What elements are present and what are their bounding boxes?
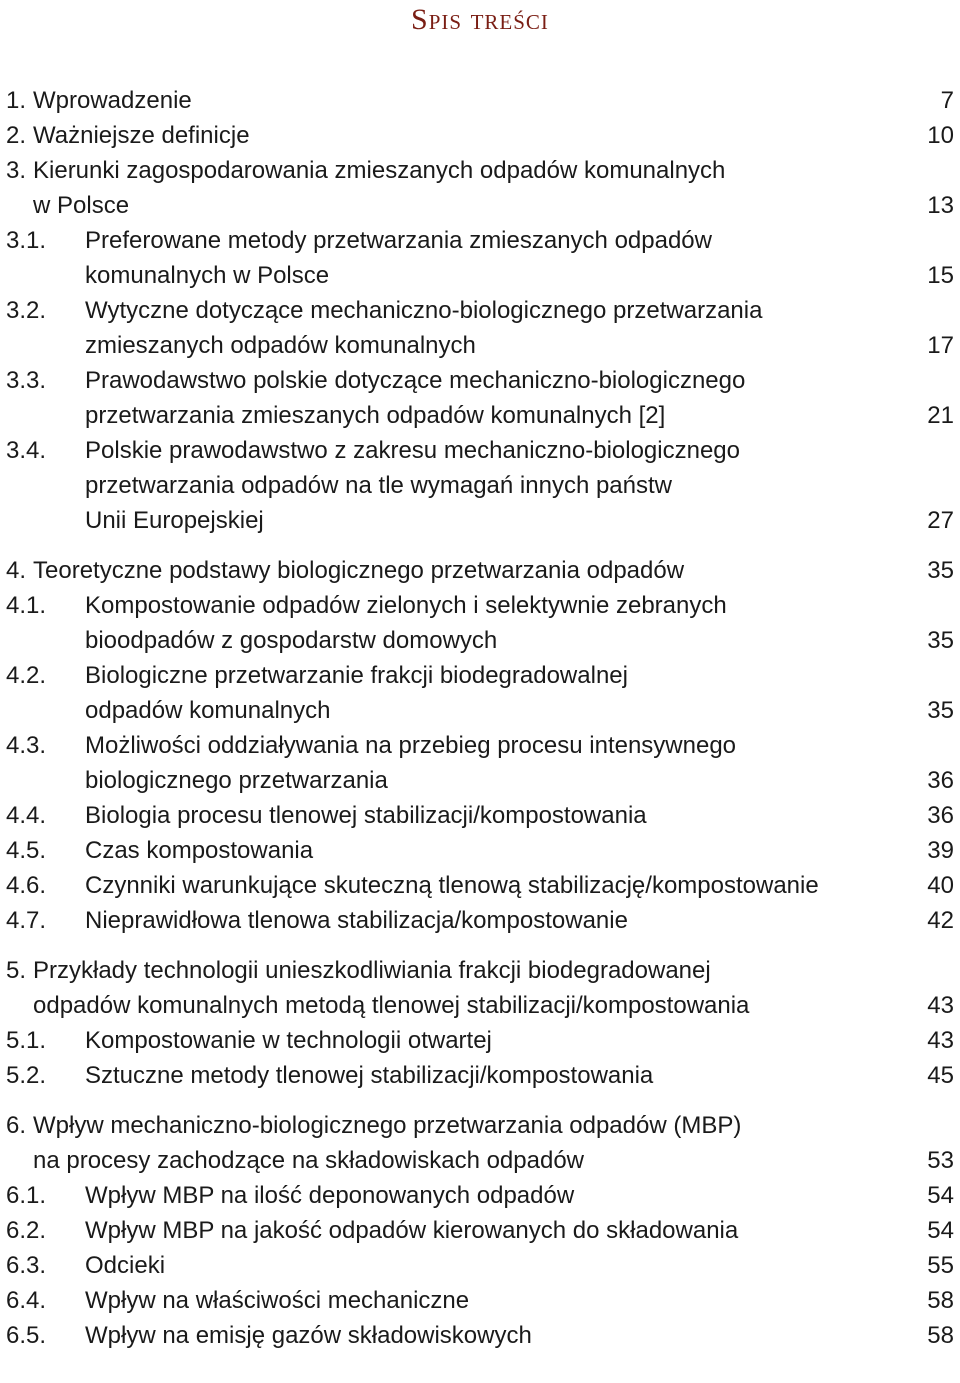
toc-entry-page-number: 7 xyxy=(940,87,954,114)
toc-entry-title-line: na procesy zachodzące na składowiskach odpadów xyxy=(33,1147,585,1174)
toc-entry-title-line: Wpływ MBP na jakość odpadów kierowanych do składowania xyxy=(85,1217,739,1244)
toc-entry-number: 2. xyxy=(6,122,27,149)
toc-entry-title xyxy=(85,1178,960,1213)
toc-entry-title-line: Wprowadzenie xyxy=(33,87,192,114)
toc-entry-title xyxy=(85,1213,960,1248)
toc-entry-page-number: 27 xyxy=(927,507,954,534)
toc-entry-title xyxy=(33,553,933,588)
toc-entry-title-line: odpadów komunalnych metodą tlenowej stabilizacji/kompostowania xyxy=(33,992,750,1019)
toc-entry xyxy=(0,553,960,588)
toc-entry-title xyxy=(85,798,960,833)
toc-entry xyxy=(0,1283,960,1318)
toc-entry xyxy=(0,798,960,833)
toc-entry-number: 4.5. xyxy=(6,837,47,864)
toc-entry-page-number: 42 xyxy=(927,907,954,934)
toc-entry-title-line: Wytyczne dotyczące mechaniczno-biologicznego przetwarzania xyxy=(85,297,763,324)
toc-entry-number: 6.2. xyxy=(6,1217,47,1244)
toc-entry xyxy=(0,118,960,153)
toc-entry-number: 3.2. xyxy=(6,297,47,324)
toc-entry xyxy=(0,1108,960,1178)
toc-entry-page-number: 21 xyxy=(927,402,954,429)
toc-entry-title xyxy=(85,833,960,868)
toc-entry-title xyxy=(85,1248,960,1283)
toc-entry-number: 1. xyxy=(6,87,27,114)
toc-entry-title-line: Nieprawidłowa tlenowa stabilizacja/kompostowanie xyxy=(85,907,628,934)
toc-entry xyxy=(0,223,960,293)
toc-entry xyxy=(0,363,960,433)
toc-entry-title xyxy=(85,1318,960,1353)
toc-entry-title xyxy=(33,1108,933,1178)
toc-entry-title-line: Przykłady technologii unieszkodliwiania frakcji biodegradowanej xyxy=(33,957,711,984)
toc-entry-title-line: Preferowane metody przetwarzania zmieszanych odpadów xyxy=(85,227,712,254)
toc-entry-title-line: Biologiczne przetwarzanie frakcji biodegradowalnej xyxy=(85,662,628,689)
toc-entry-title-line: Wpływ na emisję gazów składowiskowych xyxy=(85,1322,532,1349)
toc-entry-title-line: Ważniejsze definicje xyxy=(33,122,250,149)
toc-entry-title-line: przetwarzania zmieszanych odpadów komunalnych [2] xyxy=(85,402,666,429)
toc-entry xyxy=(0,293,960,363)
toc-entry-page-number: 53 xyxy=(927,1147,954,1174)
toc-entry-title-line: komunalnych w Polsce xyxy=(85,262,330,289)
toc-entry-number: 3. xyxy=(6,157,27,184)
toc-entry xyxy=(0,1248,960,1283)
toc-entry-page-number: 36 xyxy=(927,767,954,794)
toc-entry-number: 6. xyxy=(6,1112,27,1139)
toc-entry-title-line: Prawodawstwo polskie dotyczące mechaniczno-biologicznego xyxy=(85,367,746,394)
toc-entry-title xyxy=(85,223,960,293)
toc-entry-title xyxy=(85,1283,960,1318)
page-title: Spis treści xyxy=(411,3,549,36)
toc-entry-number: 3.1. xyxy=(6,227,47,254)
toc-entry-page-number: 35 xyxy=(927,627,954,654)
toc-entry-page-number: 43 xyxy=(927,1027,954,1054)
toc-entry-title xyxy=(33,953,933,1023)
toc-entry xyxy=(0,953,960,1023)
toc-entry-title-line: biologicznego przetwarzania xyxy=(85,767,388,794)
toc-entry-number: 4.7. xyxy=(6,907,47,934)
toc-entry xyxy=(0,433,960,538)
toc-entry-number: 4.4. xyxy=(6,802,47,829)
toc-entry xyxy=(0,903,960,938)
toc-entry-title-line: Kierunki zagospodarowania zmieszanych odpadów komunalnych xyxy=(33,157,726,184)
toc-entry-title-line: odpadów komunalnych xyxy=(85,697,331,724)
toc-entry xyxy=(0,588,960,658)
toc-entry-title xyxy=(85,903,960,938)
toc-entry-title-line: Wpływ MBP na ilość deponowanych odpadów xyxy=(85,1182,575,1209)
toc-entry-number: 4.2. xyxy=(6,662,47,689)
toc-entry xyxy=(0,728,960,798)
toc-entry-page-number: 36 xyxy=(927,802,954,829)
toc-entry-title xyxy=(85,1023,960,1058)
toc-entry-title-line: Biologia procesu tlenowej stabilizacji/kompostowania xyxy=(85,802,647,829)
toc-entry-page-number: 35 xyxy=(927,697,954,724)
toc-entry-number: 3.4. xyxy=(6,437,47,464)
toc-entry-number: 6.5. xyxy=(6,1322,47,1349)
toc-entry-number: 5. xyxy=(6,957,27,984)
toc-entry-title-line: Odcieki xyxy=(85,1252,166,1279)
toc-entry xyxy=(0,1178,960,1213)
toc-entry-number: 6.4. xyxy=(6,1287,47,1314)
toc-entry-title xyxy=(85,588,960,658)
toc-entry-page-number: 58 xyxy=(927,1287,954,1314)
toc-entry-title-line: Czas kompostowania xyxy=(85,837,314,864)
toc-entry-title-line: Czynniki warunkujące skuteczną tlenową stabilizację/kompostowanie xyxy=(85,872,819,899)
toc-entry xyxy=(0,83,960,118)
toc-entry-page-number: 45 xyxy=(927,1062,954,1089)
toc-entry-title-line: w Polsce xyxy=(33,192,130,219)
toc-entry-page-number: 10 xyxy=(927,122,954,149)
toc-entry xyxy=(0,153,960,223)
toc-entry-number: 4.1. xyxy=(6,592,47,619)
toc-entry-number: 4.3. xyxy=(6,732,47,759)
toc-entry xyxy=(0,833,960,868)
toc-entry-number: 4. xyxy=(6,557,27,584)
toc-entry-page-number: 39 xyxy=(927,837,954,864)
toc-entry-title xyxy=(85,293,960,363)
toc-entry-title-line: Sztuczne metody tlenowej stabilizacji/kompostowania xyxy=(85,1062,654,1089)
toc-entry-title xyxy=(33,118,933,153)
toc-entry-title xyxy=(33,83,933,118)
toc-entry xyxy=(0,1023,960,1058)
toc-entry-title-line: Wpływ mechaniczno-biologicznego przetwarzania odpadów (MBP) xyxy=(33,1112,742,1139)
toc-entry xyxy=(0,1318,960,1353)
toc-entry-number: 3.3. xyxy=(6,367,47,394)
toc-entry-title-line: Kompostowanie w technologii otwartej xyxy=(85,1027,492,1054)
toc-entry-title xyxy=(85,1058,960,1093)
toc-entry-number: 5.1. xyxy=(6,1027,47,1054)
toc-entry-page-number: 54 xyxy=(927,1182,954,1209)
toc-entry-title-line: bioodpadów z gospodarstw domowych xyxy=(85,627,498,654)
toc-entry-title xyxy=(85,363,960,433)
toc-entry-page-number: 35 xyxy=(927,557,954,584)
toc-entry-page-number: 43 xyxy=(927,992,954,1019)
toc-entry-title xyxy=(85,658,960,728)
toc-entry xyxy=(0,1058,960,1093)
toc-entry-number: 6.1. xyxy=(6,1182,47,1209)
toc-entry-page-number: 13 xyxy=(927,192,954,219)
toc-entry-title-line: Możliwości oddziaływania na przebieg procesu intensywnego xyxy=(85,732,737,759)
toc-entry-page-number: 55 xyxy=(927,1252,954,1279)
toc-entry-page-number: 17 xyxy=(927,332,954,359)
toc-entry xyxy=(0,658,960,728)
toc-entry-title-line: Polskie prawodawstwo z zakresu mechaniczno-biologicznego xyxy=(85,437,740,464)
toc-entry-title-line: Wpływ na właściwości mechaniczne xyxy=(85,1287,470,1314)
toc-entry-title-line: zmieszanych odpadów komunalnych xyxy=(85,332,476,359)
toc-entry-title xyxy=(85,728,960,798)
toc-entry-number: 4.6. xyxy=(6,872,47,899)
toc-entry-page-number: 54 xyxy=(927,1217,954,1244)
toc-entry xyxy=(0,1213,960,1248)
toc-entry-number: 6.3. xyxy=(6,1252,47,1279)
toc-entry-title xyxy=(33,153,933,223)
toc-entry-title xyxy=(85,433,960,538)
toc-entry xyxy=(0,868,960,903)
table-of-contents xyxy=(0,83,960,1353)
toc-entry-title xyxy=(85,868,960,903)
toc-entry-title-line: Kompostowanie odpadów zielonych i selektywnie zebranych xyxy=(85,592,727,619)
toc-entry-title-line: przetwarzania odpadów na tle wymagań innych państw xyxy=(85,472,673,499)
toc-entry-title-line: Unii Europejskiej xyxy=(85,507,264,534)
toc-entry-page-number: 58 xyxy=(927,1322,954,1349)
toc-entry-number: 5.2. xyxy=(6,1062,47,1089)
toc-entry-title-line: Teoretyczne podstawy biologicznego przetwarzania odpadów xyxy=(33,557,685,584)
toc-entry-page-number: 15 xyxy=(927,262,954,289)
toc-entry-page-number: 40 xyxy=(927,872,954,899)
